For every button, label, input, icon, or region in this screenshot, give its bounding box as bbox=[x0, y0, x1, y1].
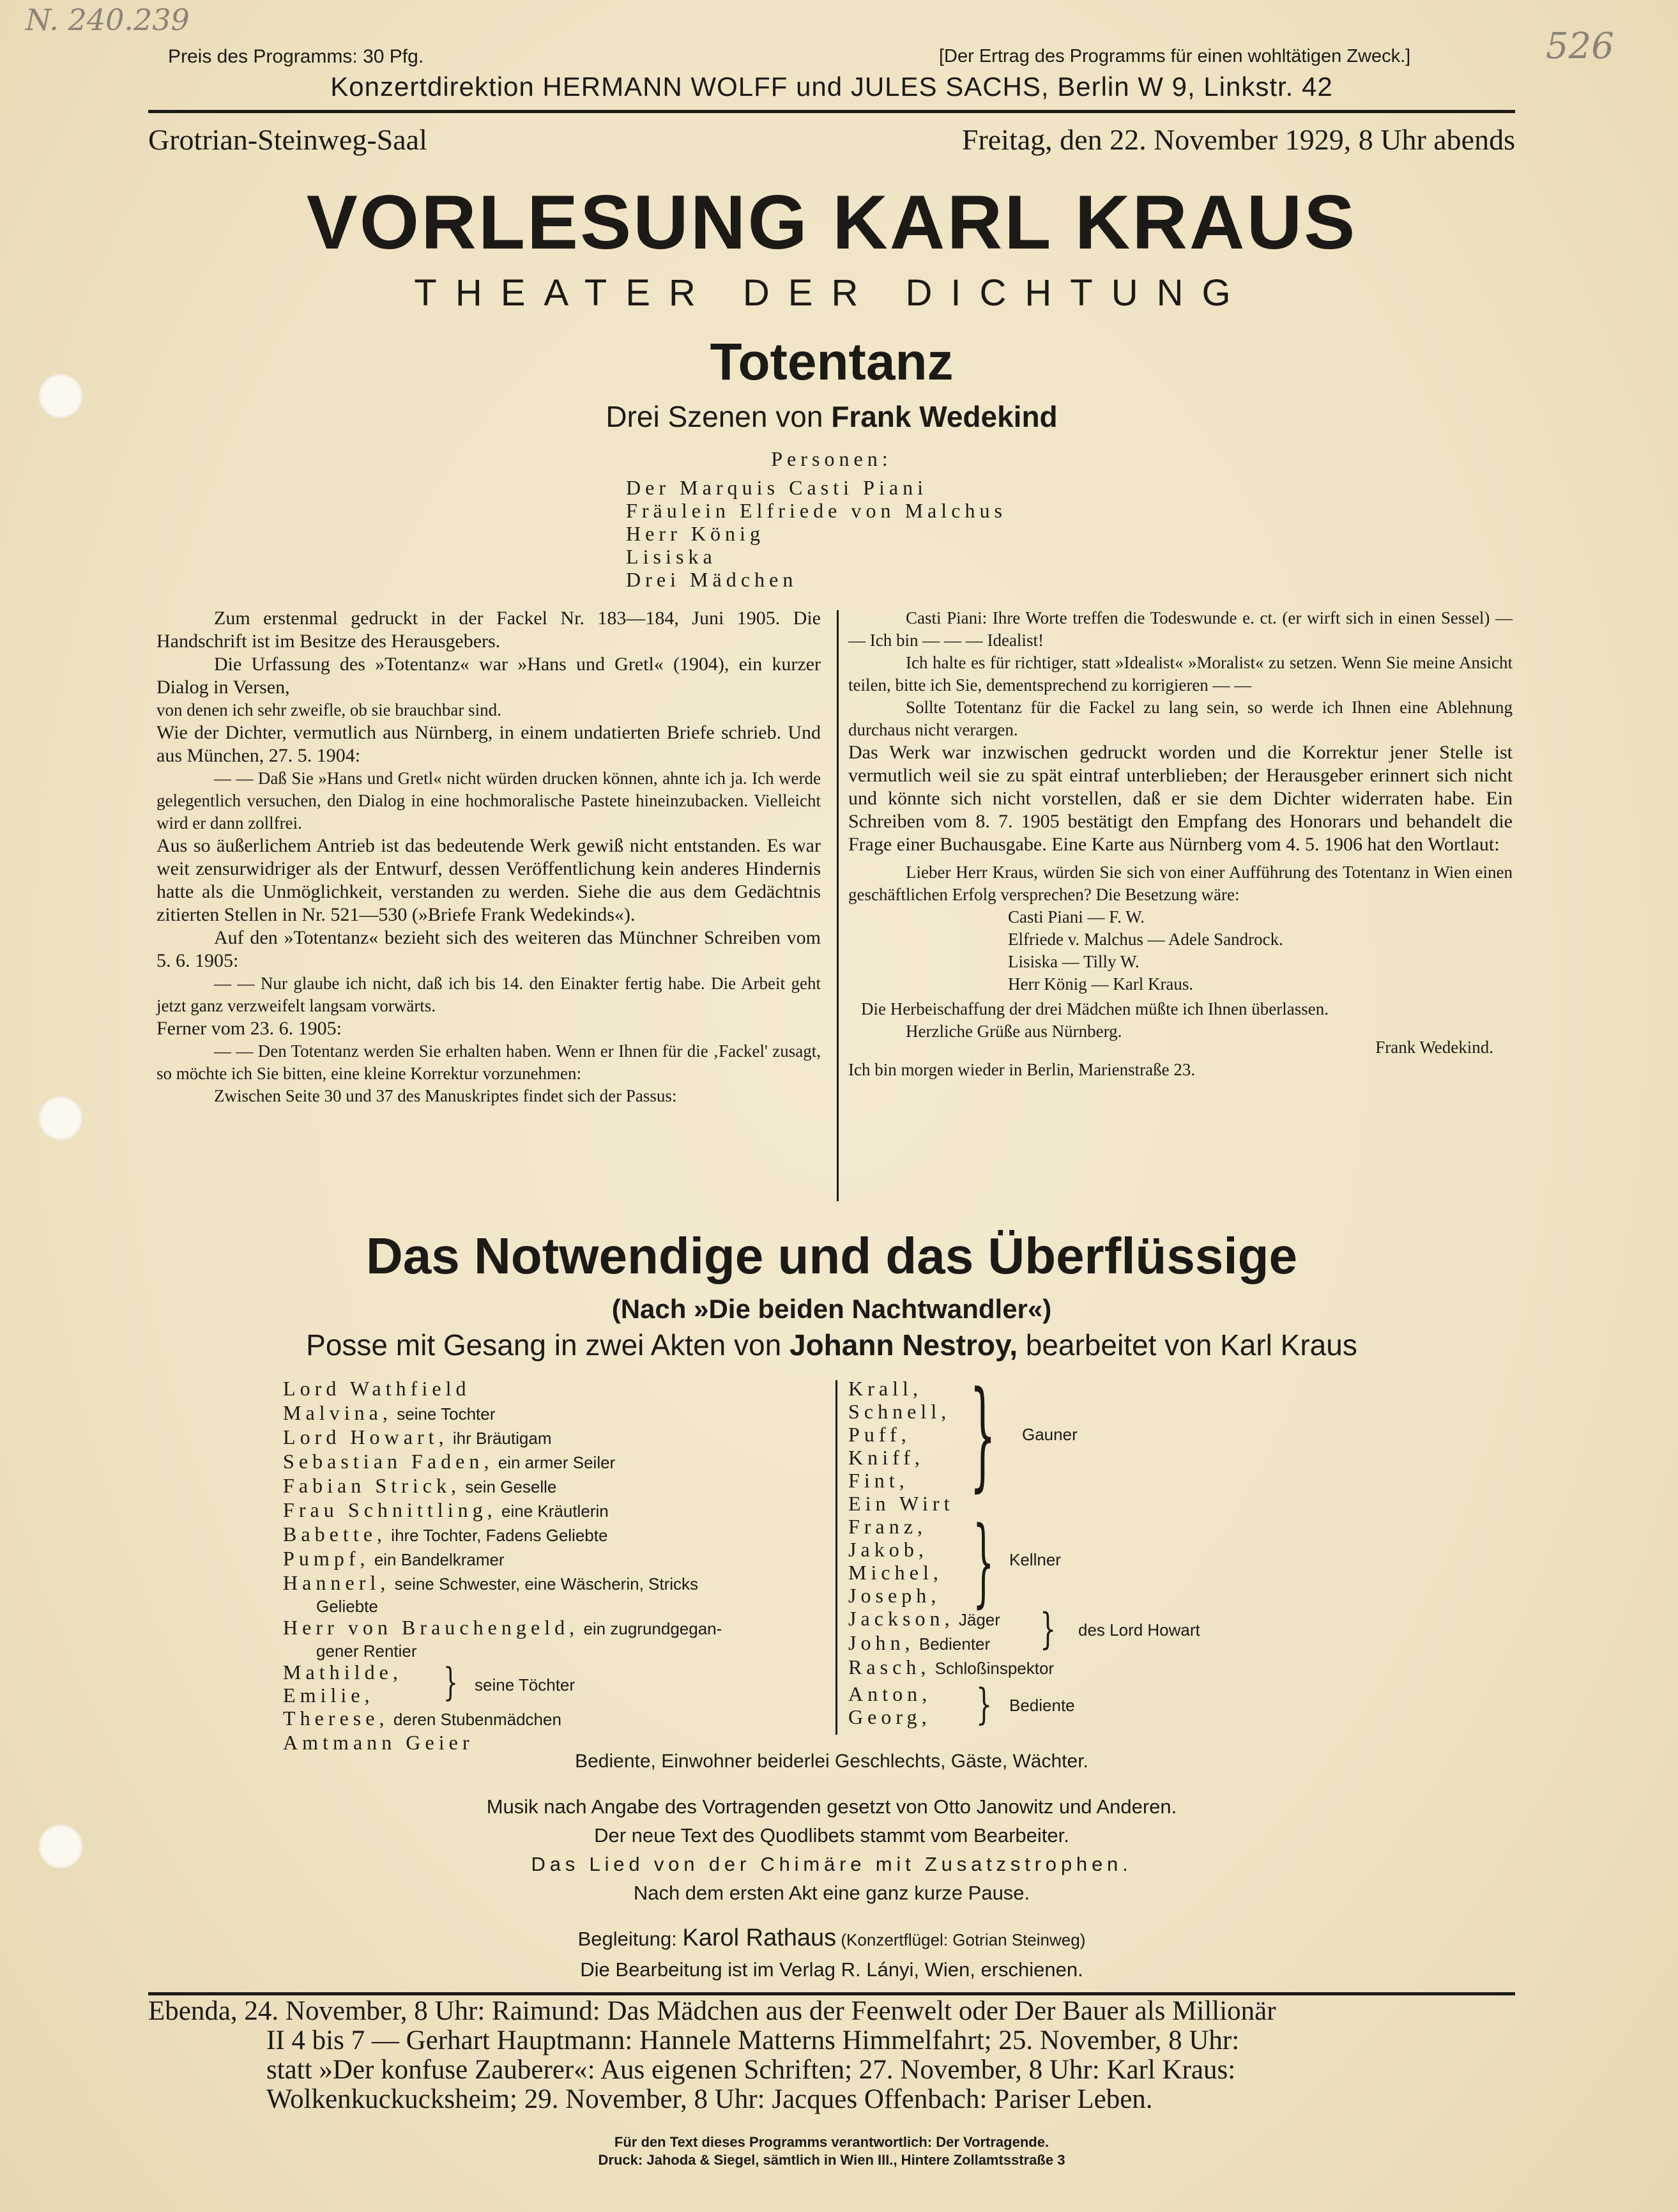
paragraph: Ferner vom 23. 6. 1905: bbox=[156, 1018, 342, 1039]
cast-role: ein Bandelkramer bbox=[369, 1550, 505, 1569]
punch-hole bbox=[38, 374, 83, 419]
person: Herr König bbox=[626, 522, 765, 545]
cast-name: Michel, bbox=[848, 1561, 943, 1584]
cast-entry bbox=[283, 1595, 845, 1616]
price-note: Preis des Programms: 30 Pfg. bbox=[168, 46, 424, 67]
footer-rule bbox=[148, 1992, 1515, 1995]
cast-name: Sebastian Faden, bbox=[283, 1450, 494, 1473]
letter: Die Herbeischaffung der drei Mädchen müßte ich Ihnen überlassen. bbox=[861, 999, 1329, 1018]
charity-note: [Der Ertrag des Programms für einen wohltätigen Zweck.] bbox=[939, 46, 1411, 66]
group-brace: } bbox=[976, 1680, 995, 1729]
essay-left-column bbox=[156, 607, 821, 1107]
cast-name: Babette, bbox=[283, 1523, 387, 1546]
event-date: Freitag, den 22. November 1929, 8 Uhr abends bbox=[961, 123, 1515, 156]
quote: — — Daß Sie »Hans und Gretl« nicht würden drucken können, ahnte ich ja. Ich werde gelegentlich versuchen, den Dialog in eine hochmoralische Pastete hineinzubacken. Vielleicht wird er dann zollfrei. bbox=[156, 769, 821, 833]
header-rule bbox=[148, 110, 1515, 113]
publisher-line: Die Bearbeitung ist im Verlag R. Lányi, Wien, erschienen. bbox=[580, 1958, 1083, 1981]
event-line: statt »Der konfuse Zauberer«: Aus eigenen Schriften; 27. November, 8 Uhr: Karl Kraus: bbox=[266, 2055, 1236, 2085]
group-label: Kellner bbox=[1009, 1550, 1061, 1569]
page-title: VORLESUNG KARL KRAUS bbox=[306, 180, 1357, 265]
cast-group-bediente bbox=[848, 1682, 1513, 1728]
cast-role: sein Geselle bbox=[461, 1477, 557, 1496]
cast-role: seine Tochter bbox=[392, 1404, 496, 1424]
quote: von denen ich sehr zweifle, ob sie brauchbar sind. bbox=[156, 700, 501, 719]
quote: — — Den Totentanz werden Sie erhalten haben. Wenn er Ihnen für die ‚Fackel' zusagt, so möchte ich Sie bitten, eine kleine Korrektur vorzunehmen: bbox=[156, 1041, 821, 1083]
person: Lisiska bbox=[626, 545, 717, 568]
cast-name: Jakob, bbox=[848, 1538, 928, 1561]
part2-subtitle: (Nach »Die beiden Nachtwandler«) bbox=[611, 1294, 1052, 1324]
cast-role: ihr Bräutigam bbox=[448, 1429, 552, 1448]
byline-prefix: Posse mit Gesang in zwei Akten von bbox=[306, 1328, 789, 1362]
paragraph: Auf den »Totentanz« bezieht sich des weiteren das Münchner Schreiben vom 5. 6. 1905: bbox=[156, 927, 821, 971]
cast-name: Franz, bbox=[848, 1515, 927, 1538]
paragraph: Zum erstenmal gedruckt in der Fackel Nr. 183—184, Juni 1905. Die Handschrift ist im Besitze des Herausgebers. bbox=[156, 608, 821, 652]
cast-entry bbox=[283, 1498, 845, 1523]
group-label: Gauner bbox=[1022, 1425, 1078, 1444]
event-line: Ebenda, 24. November, 8 Uhr: Raimund: Das Mädchen aus der Feenwelt oder Der Bauer als Millionär bbox=[148, 1996, 1276, 2026]
signature: Frank Wedekind. bbox=[1375, 1038, 1493, 1057]
persons-label: Personen: bbox=[771, 447, 892, 470]
cast-name: Fabian Strick, bbox=[283, 1474, 461, 1497]
quote: Zwischen Seite 30 und 37 des Manuskriptes findet sich der Passus: bbox=[214, 1086, 677, 1105]
cast-entry bbox=[283, 1401, 845, 1425]
cast-entry bbox=[283, 1523, 845, 1547]
group-brace: } bbox=[970, 1365, 998, 1503]
cast-name: Therese, bbox=[283, 1707, 389, 1730]
person: Drei Mädchen bbox=[626, 568, 798, 591]
essay-right-column bbox=[848, 607, 1513, 1081]
cast-name: Rasch, bbox=[848, 1655, 931, 1678]
byline-author: Frank Wedekind bbox=[831, 400, 1058, 433]
person: Fräulein Elfriede von Malchus bbox=[626, 499, 1007, 522]
cast-name: Georg, bbox=[848, 1705, 931, 1728]
event-line: Wolkenkuckucksheim; 29. November, 8 Uhr: Jacques Offenbach: Pariser Leben. bbox=[266, 2084, 1153, 2114]
cast-entry bbox=[283, 1707, 845, 1731]
cast-name: Anton, bbox=[848, 1682, 932, 1705]
cast-name: Emilie, bbox=[283, 1684, 374, 1707]
cast-name: Joseph, bbox=[848, 1584, 941, 1607]
cast-entry bbox=[283, 1616, 845, 1640]
cast-name: Hannerl, bbox=[283, 1571, 390, 1594]
event-line: II 4 bis 7 — Gerhart Hauptmann: Hannele Matterns Himmelfahrt; 25. November, 8 Uhr: bbox=[266, 2025, 1240, 2055]
part1-title: Totentanz bbox=[710, 333, 954, 391]
cast-role: Jäger bbox=[954, 1610, 1000, 1629]
cast-role: seine Schwester, eine Wäscherin, Stricks bbox=[390, 1574, 699, 1594]
cast-role: deren Stubenmädchen bbox=[388, 1710, 561, 1729]
piano-note: (Konzertflügel: Gotrian Steinweg) bbox=[836, 1930, 1086, 1949]
cast-role: ein armer Seiler bbox=[493, 1453, 616, 1472]
quote: Sollte Totentanz für die Fackel zu lang sein, so werde ich Ihnen eine Ablehnung durchaus nicht verargen. bbox=[848, 698, 1513, 739]
quote: — — Nur glaube ich nicht, daß ich bis 14. den Einakter fertig habe. Die Arbeit geht jetzt ganz verzweifelt langsam vorwärts. bbox=[156, 974, 821, 1015]
part2-title: Das Notwendige und das Überflüssige bbox=[365, 1227, 1297, 1284]
byline-prefix: Drei Szenen von bbox=[606, 400, 832, 433]
cast-name: Mathilde, bbox=[283, 1661, 402, 1684]
printer-note: Druck: Jahoda & Siegel, sämtlich in Wien III., Hintere Zollamtsstraße 3 bbox=[598, 2152, 1065, 2168]
cast-name: Herr von Brauchengeld, bbox=[283, 1616, 579, 1639]
cast-name: Kniff, bbox=[848, 1446, 924, 1469]
persons-list bbox=[626, 476, 1007, 591]
paragraph: Wie der Dichter, vermutlich aus Nürnberg, in einem undatierten Briefe schrieb. Und aus München, 27. 5. 1904: bbox=[156, 722, 821, 766]
quote: Casti Piani: Ihre Worte treffen die Todeswunde e. ct. (er wirft sich in einen Sessel) — — Ich bin — — — Idealist! bbox=[848, 608, 1513, 650]
cast-name: John, bbox=[848, 1631, 915, 1654]
cast-name: Lord Wathfield bbox=[283, 1377, 471, 1400]
cast-name: Ein Wirt bbox=[848, 1492, 954, 1515]
cast-role: ihre Tochter, Fadens Geliebte bbox=[386, 1526, 608, 1545]
casting-line: Lisiska — Tilly W. bbox=[1008, 952, 1140, 971]
letter: Herzliche Grüße aus Nürnberg. bbox=[906, 1022, 1122, 1041]
cast-role: ein zugrundgegan- bbox=[579, 1619, 722, 1638]
group-brace: } bbox=[443, 1660, 461, 1705]
cast-name: Jackson, bbox=[848, 1607, 954, 1630]
casting-line: Herr König — Karl Kraus. bbox=[1008, 974, 1194, 994]
part1-byline bbox=[148, 399, 1515, 434]
paragraph: Aus so äußerlichem Antrieb ist das bedeutende Werk gewiß nicht entstanden. Es war weit zensurwidriger als der Entwurf, dessen Veröffentlichung kein anderes Hindernis hatte als die Unmöglichkeit, verstanden zu werden. Siehe die aus dem Gedächtnis zitierten Stellen in Nr. 521—530 (»Briefe Frank Wedekinds«). bbox=[156, 835, 821, 925]
cast-right bbox=[848, 1365, 1513, 1729]
cast-name: Frau Schnittling, bbox=[283, 1498, 497, 1521]
archive-mark: N. 240.239 bbox=[26, 3, 190, 37]
cast-entry bbox=[283, 1474, 845, 1498]
cast-group-gauner bbox=[848, 1365, 1513, 1503]
page-number: 526 bbox=[1546, 26, 1614, 67]
postscript: Ich bin morgen wieder in Berlin, Marienstraße 23. bbox=[848, 1060, 1196, 1079]
paragraph: Das Werk war inzwischen gedruckt worden und die Korrektur jener Stelle ist vermutlich weil sie zu spät eintraf unterblieben; der Herausgeber erinnert sich nicht und könnte sich nicht vorstellen, daß er sie dem Dichter widerraten habe. Ein Schreiben vom 8. 7. 1905 bestätigt den Empfang des Honorars und behandelt die Frage einer Buchausgabe. Eine Karte aus Nürnberg vom 4. 5. 1906 hat den Wortlaut: bbox=[848, 742, 1513, 855]
cast-divider bbox=[835, 1380, 837, 1735]
venue: Grotrian-Steinweg-Saal bbox=[148, 123, 427, 156]
accompaniment-label: Begleitung: bbox=[577, 1928, 683, 1950]
program-notes bbox=[148, 1792, 1515, 1907]
cast-role: Bedienter bbox=[914, 1634, 991, 1654]
cast-entry bbox=[283, 1640, 845, 1661]
cast-group-howart bbox=[848, 1604, 1513, 1655]
accompaniment bbox=[148, 1924, 1515, 1952]
cast-entry bbox=[283, 1377, 845, 1401]
cast-name: Fint, bbox=[848, 1469, 909, 1492]
cast-name: Pumpf, bbox=[283, 1547, 370, 1570]
note-line: Nach dem ersten Akt eine ganz kurze Pause. bbox=[633, 1882, 1030, 1904]
cast-name: Amtmann Geier bbox=[283, 1731, 474, 1754]
cast-name: Puff, bbox=[848, 1423, 911, 1446]
cast-role: Schloßinspektor bbox=[930, 1659, 1055, 1678]
cast-left bbox=[283, 1377, 845, 1755]
cast-name: Schnell, bbox=[848, 1400, 951, 1423]
cast-group-kellner bbox=[848, 1507, 1513, 1618]
cast-entry bbox=[283, 1571, 845, 1595]
part2-byline bbox=[148, 1328, 1515, 1362]
punch-hole bbox=[38, 1824, 83, 1869]
byline-author: Johann Nestroy, bbox=[789, 1328, 1018, 1362]
group-label: Bediente bbox=[1009, 1696, 1075, 1715]
note-line: Musik nach Angabe des Vortragenden gesetzt von Otto Janowitz und Anderen. bbox=[486, 1795, 1177, 1818]
responsibility-note: Für den Text dieses Programms verantwortlich: Der Vortragende. bbox=[614, 2134, 1049, 2150]
agency-line: Konzertdirektion HERMANN WOLFF und JULES SACHS, Berlin W 9, Linkstr. 42 bbox=[330, 72, 1333, 102]
group-label: des Lord Howart bbox=[1078, 1620, 1200, 1640]
upcoming-events bbox=[148, 1997, 1515, 2114]
paragraph: Die Urfassung des »Totentanz« war »Hans und Gretl« (1904), ein kurzer Dialog in Versen, bbox=[156, 654, 821, 698]
person: Der Marquis Casti Piani bbox=[626, 476, 928, 499]
cast-entry bbox=[283, 1450, 845, 1474]
note-line: Der neue Text des Quodlibets stammt vom Bearbeiter. bbox=[594, 1824, 1069, 1847]
letter: Lieber Herr Kraus, würden Sie sich von einer Aufführung des Totentanz in Wien einen geschäftlichen Erfolg versprechen? Die Besetzung wäre: bbox=[848, 863, 1513, 904]
cast-name: Malvina, bbox=[283, 1401, 392, 1424]
cast-entry bbox=[283, 1547, 845, 1571]
group-brace: } bbox=[973, 1507, 996, 1618]
column-divider bbox=[837, 610, 839, 1201]
cast-group-daughters bbox=[283, 1661, 845, 1707]
cast-name: Krall, bbox=[848, 1377, 922, 1400]
quote: Ich halte es für richtiger, statt »Idealist« »Moralist« zu setzen. Wenn Sie meine Ansicht teilen, bitte ich Sie, dementsprechend zu korrigieren — — bbox=[848, 653, 1513, 695]
punch-hole bbox=[38, 1096, 83, 1141]
group-brace: } bbox=[1040, 1604, 1059, 1654]
extras-line: Bediente, Einwohner beiderlei Geschlechts, Gäste, Wächter. bbox=[575, 1751, 1088, 1772]
cast-name: Lord Howart, bbox=[283, 1425, 448, 1448]
byline-suffix: bearbeitet von Karl Kraus bbox=[1017, 1328, 1357, 1362]
casting-line: Casti Piani — F. W. bbox=[1008, 907, 1145, 926]
page-subtitle: THEATER DER DICHTUNG bbox=[414, 272, 1249, 314]
group-label: seine Töchter bbox=[475, 1675, 576, 1694]
accompanist: Karol Rathaus bbox=[682, 1924, 837, 1951]
cast-entry bbox=[283, 1425, 845, 1450]
cast-role: eine Kräutlerin bbox=[496, 1502, 609, 1521]
casting-line: Elfriede v. Malchus — Adele Sandrock. bbox=[1008, 930, 1283, 949]
cast-role: Geliebte bbox=[316, 1597, 378, 1616]
cast-role: gener Rentier bbox=[316, 1641, 417, 1661]
note-line: Das Lied von der Chimäre mit Zusatzstrophen. bbox=[531, 1853, 1133, 1875]
